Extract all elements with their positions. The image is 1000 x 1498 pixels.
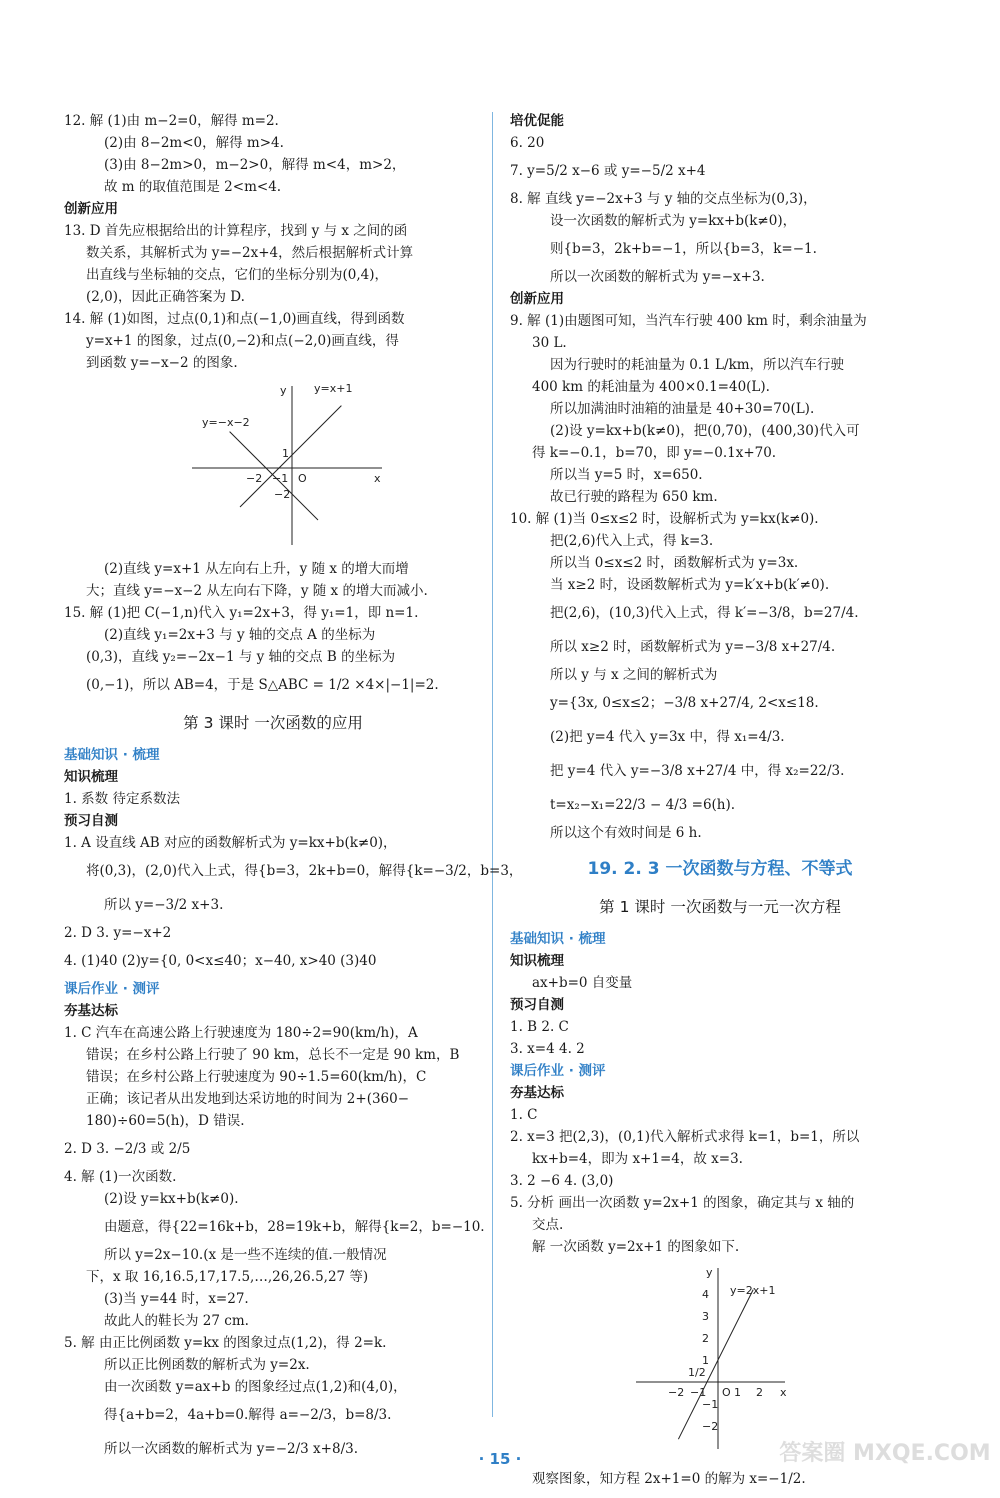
text-line: 错误；在乡村公路上行驶了 90 km，总长不一定是 90 km，B <box>86 1047 460 1063</box>
text-line: ax+b=0 自变量 <box>532 975 633 991</box>
text-line: 所以加满油时油箱的油量是 40+30=70(L). <box>550 401 815 417</box>
text-line: 5. 解 由正比例函数 y=kx 的图象过点(1,2)，得 2=k. <box>64 1335 387 1351</box>
sec-heading: 夯基达标 <box>510 1085 564 1101</box>
text-line: 10. 解 (1)当 0≤x≤2 时，设解析式为 y=kx(k≠0). <box>510 511 819 527</box>
text-line: 错误；在乡村公路上行驶速度为 90÷1.5=60(km/h)，C <box>86 1069 427 1085</box>
blue-heading: 课后作业 · 测评 <box>64 981 160 997</box>
tick-y1: 1 <box>702 1354 709 1367</box>
tick-y2: 2 <box>702 1332 709 1345</box>
text-line: 所以这个有效时间是 6 h. <box>550 825 702 841</box>
text-line: 2. x=3 把(2,3)，(0,1)代入解析式求得 k=1，b=1，所以 <box>510 1129 860 1145</box>
text-line: 故此人的鞋长为 27 cm. <box>104 1313 249 1329</box>
tick-xm2: −2 <box>668 1386 685 1399</box>
text-line: 出直线与坐标轴的交点，它们的坐标分别为(0,4)， <box>86 267 389 283</box>
tick-ym1: −1 <box>702 1398 719 1411</box>
text-line: 所以正比例函数的解析式为 y=2x. <box>104 1357 310 1373</box>
sec-heading: 预习自测 <box>64 813 118 829</box>
sec-heading: 知识梳理 <box>510 953 564 969</box>
origin-label: O <box>722 1386 731 1399</box>
text-line: 1. A 设直线 AB 对应的函数解析式为 y=kx+b(k≠0)， <box>64 835 397 851</box>
tick-neg2-y: −2 <box>274 488 291 501</box>
text-line: 大；直线 y=−x−2 从左向右下降，y 随 x 的增大而减小. <box>86 583 428 599</box>
text-line: 解 一次函数 y=2x+1 的图象如下. <box>532 1239 740 1255</box>
text-line: 得{a+b=2，4a+b=0.解得 a=−2/3，b=8/3. <box>104 1407 392 1423</box>
text-line: (3)当 y=44 时，x=27. <box>104 1291 249 1307</box>
text-line: 故已行驶的路程为 650 km. <box>550 489 718 505</box>
tick-y3: 3 <box>702 1310 709 1323</box>
page-number: · 15 · <box>478 1450 522 1468</box>
text-line: 所以 y=2x−10.(x 是一些不连续的值.一般情况 <box>104 1247 387 1263</box>
text-line: t=x₂−x₁=22/3 − 4/3 =6(h). <box>550 797 736 813</box>
text-line: 15. 解 (1)把 C(−1,n)代入 y₁=2x+3，得 y₁=1，即 n=1. <box>64 605 419 621</box>
tick-ym2: −2 <box>702 1420 719 1433</box>
text-line: (2)由 8−2m<0，解得 m>4. <box>104 135 284 151</box>
text-line: 所以 y=−3/2 x+3. <box>104 897 224 913</box>
sec-heading: 培优促能 <box>510 113 564 129</box>
text-line: 1. 系数 待定系数法 <box>64 791 180 807</box>
text-line: 所以一次函数的解析式为 y=−x+3. <box>550 269 765 285</box>
text-line: 14. 解 (1)如图，过点(0,1)和点(−1,0)画直线，得到函数 <box>64 311 405 327</box>
text-line: 5. 分析 画出一次函数 y=2x+1 的图象，确定其与 x 轴的 <box>510 1195 855 1211</box>
tick-y4: 4 <box>702 1288 709 1301</box>
watermark-logo <box>779 1410 991 1490</box>
text-line: 正确；该记者从出发地到达采访地的时间为 2+(360− <box>86 1091 410 1107</box>
tick-x2: 2 <box>756 1386 763 1399</box>
tick-x1: 1 <box>734 1386 741 1399</box>
lesson-heading: 第 1 课时 一次函数与一元一次方程 <box>599 898 841 916</box>
left-column <box>64 110 523 1466</box>
text-line: 得 k=−0.1，b=70，即 y=−0.1x+70. <box>532 445 777 461</box>
text-line: 12. 解 (1)由 m−2=0，解得 m=2. <box>64 113 279 129</box>
sec-heading: 预习自测 <box>510 997 564 1013</box>
text-line: (0,−1)，所以 AB=4，于是 S△ABC = 1/2 ×4×|−1|=2. <box>86 677 439 693</box>
text-line: 把(2,6)，(10,3)代入上式，得 k′=−3/8，b=27/4. <box>550 605 859 621</box>
text-line: 数关系，其解析式为 y=−2x+4，然后根据解析式计算 <box>86 245 414 261</box>
text-line: 1. C 汽车在高速公路上行驶速度为 180÷2=90(km/h)，A <box>64 1025 418 1041</box>
text-line: 8. 解 直线 y=−2x+3 与 y 轴的交点坐标为(0,3)， <box>510 191 817 207</box>
text-line: (2,0)，因此正确答案为 D. <box>86 289 245 305</box>
tick-1: 1 <box>282 447 289 460</box>
sec-heading: 夯基达标 <box>64 1003 118 1019</box>
origin-label: O <box>298 472 307 485</box>
line-y-eq-x-plus-1 <box>240 406 341 507</box>
text-line: 400 km 的耗油量为 400×0.1=40(L). <box>532 379 770 395</box>
sec-heading: 创新应用 <box>510 291 564 307</box>
text-line: 交点. <box>532 1217 564 1233</box>
text-line: (3)由 8−2m>0，m−2>0，解得 m<4，m>2， <box>104 157 406 173</box>
text-line: 3. x=4 4. 2 <box>510 1041 585 1057</box>
blue-heading: 课后作业 · 测评 <box>510 1063 606 1079</box>
tick-half: 1/2 <box>688 1366 706 1379</box>
sec-heading: 知识梳理 <box>64 769 118 785</box>
line-label: y=2x+1 <box>730 1284 776 1297</box>
tick-xm1: −1 <box>690 1386 707 1399</box>
text-line: 13. D 首先应根据给出的计算程序，找到 y 与 x 之间的函 <box>64 223 408 239</box>
text-line: 30 L. <box>532 335 567 351</box>
bigsec-heading: 19. 2. 3 一次函数与方程、不等式 <box>587 859 853 879</box>
text-line: (2)把 y=4 代入 y=3x 中，得 x₁=4/3. <box>550 729 785 745</box>
blue-heading: 基础知识 · 梳理 <box>510 931 606 947</box>
text-line: 6. 20 <box>510 135 545 151</box>
text-line: 下，x 取 16,16.5,17,17.5,…,26,26.5,27 等) <box>86 1269 369 1285</box>
text-line: (0,3)，直线 y₂=−2x−1 与 y 轴的交点 B 的坐标为 <box>86 649 396 665</box>
watermark-text: 答案圈 MXQE.COM <box>779 1441 991 1466</box>
text-line: 180)÷60=5(h)，D 错误. <box>86 1113 245 1129</box>
text-line: 9. 解 (1)由题图可知，当汽车行驶 400 km 时，剩余油量为 <box>510 313 867 329</box>
text-line: 把(2,6)代入上式，得 k=3. <box>550 533 714 549</box>
tick-neg2-x: −2 <box>246 472 263 485</box>
text-line: 2. D 3. y=−x+2 <box>64 925 172 941</box>
graph-two-lines <box>192 380 392 550</box>
text-line: 所以一次函数的解析式为 y=−2/3 x+8/3. <box>104 1441 359 1457</box>
text-line: 所以 x≥2 时，函数解析式为 y=−3/8 x+27/4. <box>550 639 836 655</box>
text-line: (2)设 y=kx+b(k≠0). <box>104 1191 239 1207</box>
graph-line <box>678 1290 753 1440</box>
text-line: 因为行驶时的耗油量为 0.1 L/km，所以汽车行驶 <box>550 357 845 373</box>
text-line: 由一次函数 y=ax+b 的图象经过点(1,2)和(4,0)， <box>104 1379 407 1395</box>
text-line: 所以当 y=5 时，x=650. <box>550 467 703 483</box>
line2-label: y=−x−2 <box>202 416 250 429</box>
text-line: 设一次函数的解析式为 y=kx+b(k≠0)， <box>550 213 797 229</box>
text-line: 2. D 3. −2/3 或 2/5 <box>64 1141 191 1157</box>
text-line: 观察图象，知方程 2x+1=0 的解为 x=−1/2. <box>532 1471 806 1487</box>
text-line: 当 x≥2 时，设函数解析式为 y=k′x+b(k′≠0). <box>550 577 830 593</box>
blue-heading: 基础知识 · 梳理 <box>64 747 160 763</box>
text-line: 到函数 y=−x−2 的图象. <box>86 355 238 371</box>
text-line: 由题意，得{22=16k+b，28=19k+b，解得{k=2，b=−10. <box>104 1219 485 1235</box>
text-line: 3. 2 −6 4. (3,0) <box>510 1173 614 1189</box>
tick-neg1: −1 <box>272 472 289 485</box>
text-line: 所以 y 与 x 之间的解析式为 <box>550 667 718 683</box>
x-axis-label: x <box>374 472 381 485</box>
y-axis-label: y <box>706 1266 713 1279</box>
text-line: 4. 解 (1)一次函数. <box>64 1169 177 1185</box>
text-line: 则{b=3，2k+b=−1，所以{b=3，k=−1. <box>550 241 817 257</box>
line1-label: y=x+1 <box>314 382 353 395</box>
text-line: (2)设 y=kx+b(k≠0)，把(0,70)，(400,30)代入可 <box>550 423 860 439</box>
text-line: y=x+1 的图象，过点(0,−2)和点(−2,0)画直线，得 <box>86 333 399 349</box>
text-line: 1. C <box>510 1107 538 1123</box>
text-line: 将(0,3)，(2,0)代入上式，得{b=3，2k+b=0，解得{k=−3/2，b=3， <box>86 863 523 879</box>
text-line: 4. (1)40 (2)y={0, 0<x≤40；x−40, x>40 (3)40 <box>64 953 377 969</box>
text-line: 把 y=4 代入 y=−3/8 x+27/4 中，得 x₂=22/3. <box>550 763 845 779</box>
text-line: (2)直线 y₁=2x+3 与 y 轴的交点 A 的坐标为 <box>104 627 376 643</box>
y-axis-label: y <box>280 384 287 397</box>
text-line: 所以当 0≤x≤2 时，函数解析式为 y=3x. <box>550 555 799 571</box>
text-line: 1. B 2. C <box>510 1019 569 1035</box>
right-column <box>510 110 930 1496</box>
text-line: 7. y=5/2 x−6 或 y=−5/2 x+4 <box>510 163 706 179</box>
text-line: kx+b=4，即为 x+1=4，故 x=3. <box>532 1151 743 1167</box>
text-line: 故 m 的取值范围是 2<m<4. <box>104 179 282 195</box>
text-line: y={3x, 0≤x≤2；−3/8 x+27/4, 2<x≤18. <box>550 695 819 711</box>
sec-heading: 创新应用 <box>64 201 118 217</box>
column-divider <box>492 112 493 1417</box>
x-axis-label: x <box>780 1386 787 1399</box>
lesson-heading: 第 3 课时 一次函数的应用 <box>183 714 363 732</box>
text-line: (2)直线 y=x+1 从左向右上升，y 随 x 的增大而增 <box>104 561 409 577</box>
